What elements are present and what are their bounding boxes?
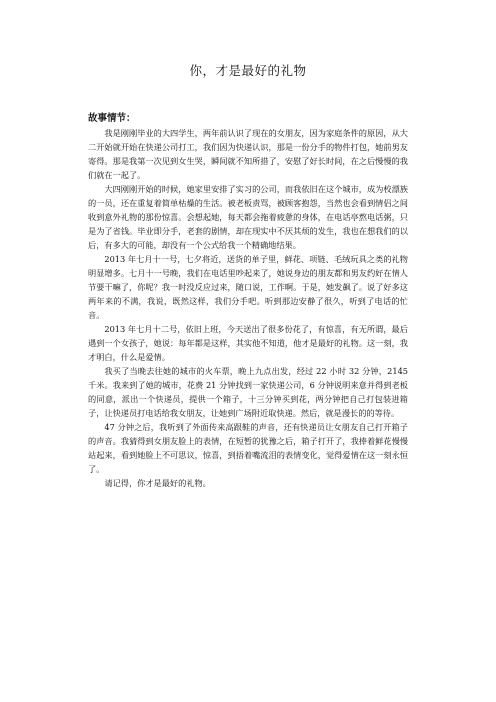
paragraph-2: 大四刚刚开始的时候，她家里安排了实习的公司，而我依旧在这个城市，成为校漂族的一员，还在重复着简单枯燥的生活。被老板责骂，被顾客抱怨，当然也会看到情侣之间收到意外礼物的那份惊喜。会想起她，每天都会拖着疲惫的身体，在电话亭熬电话粥，只是为了省钱。毕业即分手，老套的剧情，却在现实中不厌其烦的发生，我也在想我们的以后，有多大的可能，却没有一个公式给我一个精确地结果。 bbox=[88, 184, 408, 250]
document-title: 你，才是最好的礼物 bbox=[189, 63, 307, 78]
paragraph-4: 2013 年七月十二号，依旧上班，今天送出了很多份花了，有惊喜，有无所谓，最后遇到一个女孩子，她说：每年都是这样，其实他不知道，他才是最好的礼物。这一刻，我才明白，什么是爱情。 bbox=[88, 324, 408, 362]
document-body bbox=[88, 112, 408, 490]
paragraph-5: 我买了当晚去往她的城市的火车票，晚上九点出发，经过 22 小时 32 分钟，2145 千米。我来到了她的城市，花费 21 分钟找到一家快递公司，6 分钟说明来意并得到老板的同意，派出一个快递员，提供一个箱子，十三分钟买到花，两分钟把自己打包装进箱子，让快递员打电话给我女朋友，让她到广场附近取快递。然后，就是漫长的的等待。 bbox=[88, 366, 408, 418]
section-heading: 故事情节： bbox=[88, 113, 136, 124]
paragraph-1: 我是刚刚毕业的大四学生，两年前认识了现在的女朋友，因为家庭条件的原因，从大二开始就开始在快递公司打工，我们因为快递认识，那是一份分手的物件打包，她前男友寄得。那是我第一次见到女生哭，瞬间就不知所措了，安慰了好长时间，在之后慢慢的我们就在一起了。 bbox=[88, 128, 408, 180]
paragraph-3: 2013 年七月十一号，七夕将近，送货的单子里，鲜花、项链、毛绒玩具之类的礼物明显增多。七月十一号晚，我们在电话里吵起来了，她说身边的朋友都和男友约好在情人节要干嘛了，你呢？我一时没反应过来，随口说，工作啊。于是，她发飙了。说了好多这两年来的不满，我说，既然这样，我们分手吧。听到那边安静了很久，听到了电话的忙音。 bbox=[88, 254, 408, 320]
paragraph-7: 请记得，你才是最好的礼物。 bbox=[104, 478, 211, 488]
paragraph-6: 47 分钟之后，我听到了外面传来高跟鞋的声音，还有快递员让女朋友自己打开箱子的声音。我猜得到女朋友脸上的表情，在短暂的犹豫之后，箱子打开了，我捧着鲜花慢慢站起来，看到她脸上不可思议，惊喜，到捂着嘴流泪的表情变化，觉得爱情在这一刻永恒了。 bbox=[88, 422, 408, 474]
